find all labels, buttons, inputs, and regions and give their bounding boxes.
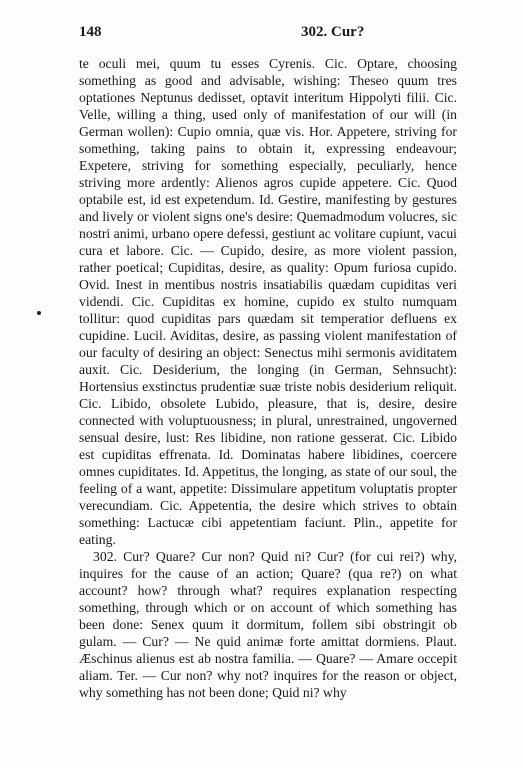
running-head: 302. Cur? — [301, 24, 365, 40]
entry-302: 302. Cur? Quare? Cur non? Quid ni? Cur? (for cui rei?) why, inquires for the cause of an action; Quare? (qua re?) on what account? how? through what? requires explanation respecting something, through which or on account of which something has been done: Senex quum it dormitum, follem sibi obstringit ob gulam. — Cur? — Ne quid animæ forte amittat dormiens. Plaut. Æschinus alienus est ab nostra familia. — Quare? — Amare occepit aliam. Ter. — Cur non? why not? inquires for the reason or object, why something has not been done; Quid ni? why — [79, 549, 457, 700]
page-body — [79, 55, 457, 701]
page-header — [79, 22, 457, 44]
page-number: 148 — [79, 24, 102, 40]
entry-301-continued: te oculi mei, quum tu esses Cyrenis. Cic. Optare, choosing something as good and advisable, wishing: Theseo quum tres optationes Neptunus dedisset, optavit interitum Hippolyti filii. Cic. Velle, willing a thing, used only of manifestation of our will (in German wollen): Cupio omnia, quæ vis. Hor. Appetere, striving for something, taking pains to obtain it, expressing endeavour; Expetere, striving for something especially, peculiarly, hence striving more ardently: Alienos agros cupide appetere. Cic. Quod optabile est, id est expetendum. Id. Gestire, manifesting by gestures and lively or violent signs one's desire: Quemadmodum volucres, sic nostri animi, urbano opere defessi, gestiunt ac volitare cupiunt, vacui cura et labore. Cic. — Cupido, desire, as more violent passion, rather poetical; Cupiditas, desire, as quality: Opum furiosa cupido. Ovid. Inest in mentibus nostris insatiabilis quædam cupiditas veri videndi. Cic. Cupiditas ex homine, cupido ex stulto numquam tollitur: quod cupiditas pars quædam sit temperatior defluens ex cupidine. Lucil. Aviditas, desire, as passing violent manifestation of our faculty of desiring an object: Senectus mihi sermonis aviditatem auxit. Cic. Desiderium, the longing (in German, Sehnsucht): Hortensius exstinctus prudentiæ suæ triste nobis desiderium reliquit. Cic. Libido, obsolete Lubido, pleasure, that is, desire, desire connected with voluptuousness; in plural, unrestrained, ungoverned sensual desire, lust: Res libidine, non ratione gesserat. Cic. Libido est cupiditas effrenata. Id. Dominatas habere libidines, coercere omnes cupiditates. Id. Appetitus, the longing, as state of our soul, the feeling of a want, appetite: Dissimulare appetitum voluptatis propter verecundiam. Cic. Appetentia, the desire which strives to obtain something: Lactucæ cibi appetentiam faciunt. Plin., appetite for eating. — [79, 56, 457, 547]
print-speck — [37, 311, 41, 315]
